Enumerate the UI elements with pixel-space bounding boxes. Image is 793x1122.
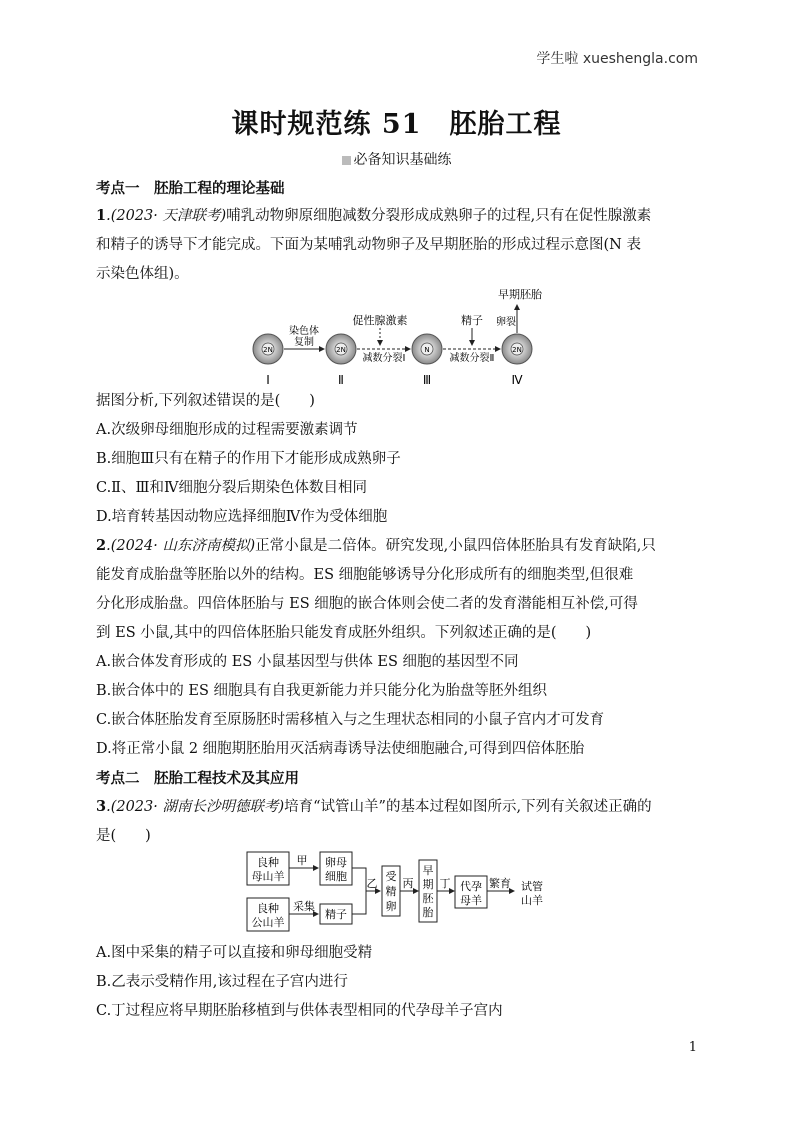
label-chromosome: 染色体 xyxy=(289,326,319,337)
zygote-3: 卵 xyxy=(385,900,397,913)
q1-option-a: A.次级卵母细胞形成的过程需要激素调节 xyxy=(96,422,358,438)
q2-option-d: D.将正常小鼠 2 细胞期胚胎用灭活病毒诱导法使细胞融合,可得到四倍体胚胎 xyxy=(96,741,585,757)
q2-line-4: 到 ES 小鼠,其中的四倍体胚胎只能发育成胚外组织。下列叙述正确的是( ) xyxy=(96,625,592,641)
cell-4-numeral: Ⅳ xyxy=(511,373,523,387)
q1-source: .(2023· 天津联考) xyxy=(106,208,227,224)
page-title: 课时规范练 51 胚胎工程 xyxy=(231,109,562,140)
label-meiosis-1: 减数分裂Ⅰ xyxy=(362,353,406,364)
surrogate-2: 母羊 xyxy=(460,894,482,907)
q3-diagram xyxy=(242,848,552,934)
embryo-3: 胚 xyxy=(422,892,434,905)
label-meiosis-2: 减数分裂Ⅱ xyxy=(449,353,495,364)
q2-line-3: 分化形成胎盘。四倍体胚胎与 ES 细胞的嵌合体则会使二者的发育潜能相互补偿,可得 xyxy=(96,596,638,612)
label-bing: 丙 xyxy=(402,877,414,890)
sperm-label: 精子 xyxy=(325,908,347,921)
cell-1-label: 2N xyxy=(263,346,273,354)
q1-number: 1 xyxy=(96,207,107,224)
page-number: 1 xyxy=(688,1040,697,1055)
ewe-line-1: 良种 xyxy=(257,856,279,869)
cell-3 xyxy=(412,334,442,364)
label-hormone: 促性腺激素 xyxy=(352,314,408,327)
cell-2-label: 2N xyxy=(336,346,346,354)
q1-diagram xyxy=(240,285,560,390)
merge-bracket xyxy=(352,868,366,914)
q1-option-c: C.Ⅱ、Ⅲ和Ⅳ细胞分裂后期染色体数目相同 xyxy=(96,480,368,496)
cell-3-numeral: Ⅲ xyxy=(422,373,432,387)
q2-option-a: A.嵌合体发育形成的 ES 小鼠基因型与供体 ES 细胞的基因型不同 xyxy=(96,654,519,670)
cell-1 xyxy=(253,334,283,364)
q3-option-b: B.乙表示受精作用,该过程在子宫内进行 xyxy=(96,974,348,990)
q3-text-1: 培育“试管山羊”的基本过程如图所示,下列有关叙述正确的 xyxy=(284,799,652,815)
label-sperm: 精子 xyxy=(461,314,483,327)
cell-1-numeral: Ⅰ xyxy=(266,373,270,387)
watermark: 学生啦 xueshengla.com xyxy=(536,51,698,67)
q1-line-3: 示染色体组)。 xyxy=(96,266,189,282)
label-replication: 复制 xyxy=(294,337,314,348)
cell-2 xyxy=(326,334,356,364)
q2-number: 2 xyxy=(96,537,107,554)
label-cleavage: 卵裂 xyxy=(496,317,516,328)
cell-2-numeral: Ⅱ xyxy=(338,373,344,387)
q2-source: .(2024· 山东济南模拟) xyxy=(106,538,256,554)
q1-line-1 xyxy=(96,204,651,225)
embryo-2: 期 xyxy=(422,878,434,891)
cell-4-label: 2N xyxy=(512,346,522,354)
square-bullet-icon xyxy=(342,156,351,165)
result-2: 山羊 xyxy=(521,894,543,907)
embryo-4: 胎 xyxy=(422,906,434,919)
label-breed: 繁育 xyxy=(489,877,511,890)
q3-option-a: A.图中采集的精子可以直接和卵母细胞受精 xyxy=(96,945,373,961)
ram-line-1: 良种 xyxy=(257,902,279,915)
q3-option-c: C.丁过程应将早期胚胎移植到与供体表型相同的代孕母羊子宫内 xyxy=(96,1003,503,1019)
q2-option-b: B.嵌合体中的 ES 细胞具有自我更新能力并只能分化为胎盘等胚外组织 xyxy=(96,683,547,699)
subtitle xyxy=(0,149,793,169)
label-ding: 丁 xyxy=(439,877,451,890)
q1-option-b: B.细胞Ⅲ只有在精子的作用下才能形成成熟卵子 xyxy=(96,451,401,467)
q1-option-d: D.培育转基因动物应选择细胞Ⅳ作为受体细胞 xyxy=(96,509,388,525)
section-heading-1: 考点一 胚胎工程的理论基础 xyxy=(96,181,285,197)
surrogate-1: 代孕 xyxy=(460,880,482,893)
q1-text-1: 哺乳动物卵原细胞减数分裂形成成熟卵子的过程,只有在促性腺激素 xyxy=(226,208,652,224)
q3-source: .(2023· 湖南长沙明德联考) xyxy=(106,799,285,815)
label-jia: 甲 xyxy=(296,854,308,867)
q2-line-1 xyxy=(96,534,656,555)
q1-stem: 据图分析,下列叙述错误的是( ) xyxy=(96,393,315,409)
label-early-embryo: 早期胚胎 xyxy=(498,288,542,301)
zygote-2: 精 xyxy=(385,885,397,898)
label-yi: 乙 xyxy=(366,877,378,890)
q1-line-2: 和精子的诱导下才能完成。下面为某哺乳动物卵子及早期胚胎的形成过程示意图(N 表 xyxy=(96,237,641,253)
label-collect: 采集 xyxy=(293,900,315,913)
cell-4 xyxy=(502,334,532,364)
ram-line-2: 公山羊 xyxy=(251,916,285,929)
q2-text-1: 正常小鼠是二倍体。研究发现,小鼠四倍体胚胎具有发育缺陷,只 xyxy=(255,538,656,554)
q2-line-2: 能发育成胎盘等胚胎以外的结构。ES 细胞能够诱导分化形成所有的细胞类型,但很难 xyxy=(96,567,634,583)
oocyte-line-1: 卵母 xyxy=(325,856,347,869)
q3-line-1 xyxy=(96,795,652,816)
q2-option-c: C.嵌合体胚胎发育至原肠胚时需移植入与之生理状态相同的小鼠子宫内才可发育 xyxy=(96,712,605,728)
section-heading-2: 考点二 胚胎工程技术及其应用 xyxy=(96,771,299,787)
zygote-1: 受 xyxy=(385,870,397,883)
ewe-line-2: 母山羊 xyxy=(251,870,285,883)
q3-line-2: 是( ) xyxy=(96,828,151,844)
cell-3-label: N xyxy=(424,346,430,354)
subtitle-text: 必备知识基础练 xyxy=(353,152,452,168)
oocyte-line-2: 细胞 xyxy=(325,870,347,883)
q3-number: 3 xyxy=(96,798,107,815)
embryo-1: 早 xyxy=(422,864,434,877)
result-1: 试管 xyxy=(521,880,543,893)
